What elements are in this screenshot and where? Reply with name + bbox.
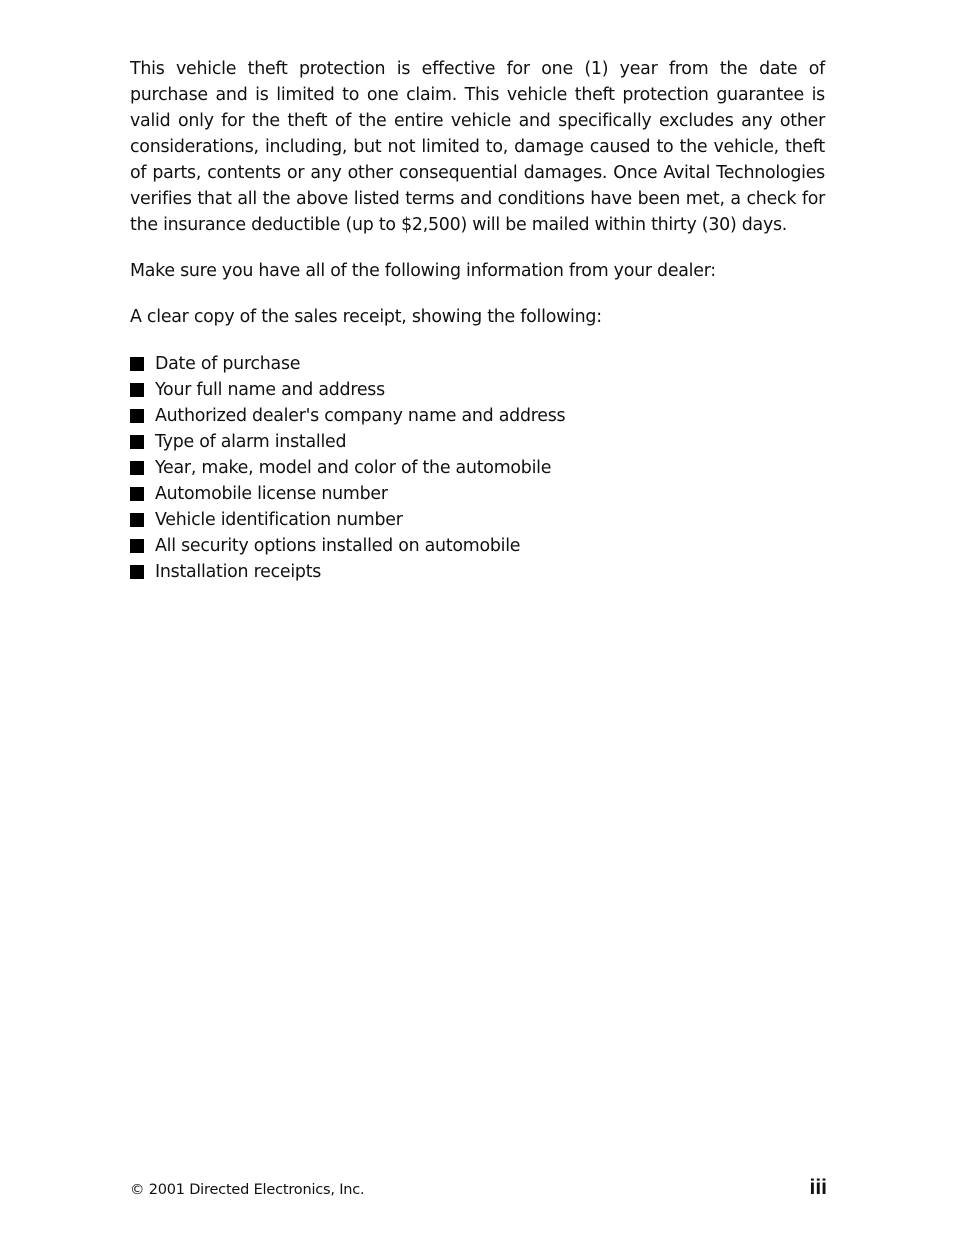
sales-receipt-instruction: A clear copy of the sales receipt, showing the following: <box>130 307 602 327</box>
document-page <box>130 56 825 585</box>
list-item <box>130 507 825 533</box>
list-item <box>130 455 825 481</box>
list-item-label: All security options installed on automobile <box>155 536 521 556</box>
list-item-label: Date of purchase <box>155 354 301 374</box>
square-bullet-icon <box>130 383 144 397</box>
square-bullet-icon <box>130 435 144 449</box>
list-item <box>130 481 825 507</box>
square-bullet-icon <box>130 357 144 371</box>
receipt-requirements-list <box>130 351 825 585</box>
list-item <box>130 559 825 585</box>
list-item-label: Authorized dealer's company name and address <box>155 406 566 426</box>
square-bullet-icon <box>130 513 144 527</box>
square-bullet-icon <box>130 565 144 579</box>
list-item-label: Automobile license number <box>155 484 388 504</box>
page-footer <box>130 1176 827 1200</box>
square-bullet-icon <box>130 461 144 475</box>
list-item-label: Type of alarm installed <box>155 432 347 452</box>
list-item-label: Installation receipts <box>155 562 322 582</box>
list-item-label: Your full name and address <box>155 380 385 400</box>
theft-protection-paragraph: This vehicle theft protection is effective for one (1) year from the date of purchase and is limited to one claim. This vehicle theft protection guarantee is valid only for the theft of the entire vehicle and specifically excludes any other considerations, including, but not limited to, damage caused to the vehicle, theft of parts, contents or any other consequential damages. Once Avital Technologies verifies that all the above listed terms and conditions have been met, a check for the insurance deductible (up to $2,500) will be mailed within thirty (30) days. <box>130 59 825 235</box>
list-item-label: Year, make, model and color of the automobile <box>155 458 552 478</box>
list-item <box>130 377 825 403</box>
list-item <box>130 351 825 377</box>
list-item-label: Vehicle identification number <box>155 510 403 530</box>
square-bullet-icon <box>130 487 144 501</box>
list-item <box>130 533 825 559</box>
copyright-notice: © 2001 Directed Electronics, Inc. <box>130 1182 365 1198</box>
page-number: iii <box>809 1176 827 1199</box>
dealer-info-instruction: Make sure you have all of the following information from your dealer: <box>130 261 716 281</box>
square-bullet-icon <box>130 409 144 423</box>
list-item <box>130 429 825 455</box>
square-bullet-icon <box>130 539 144 553</box>
list-item <box>130 403 825 429</box>
